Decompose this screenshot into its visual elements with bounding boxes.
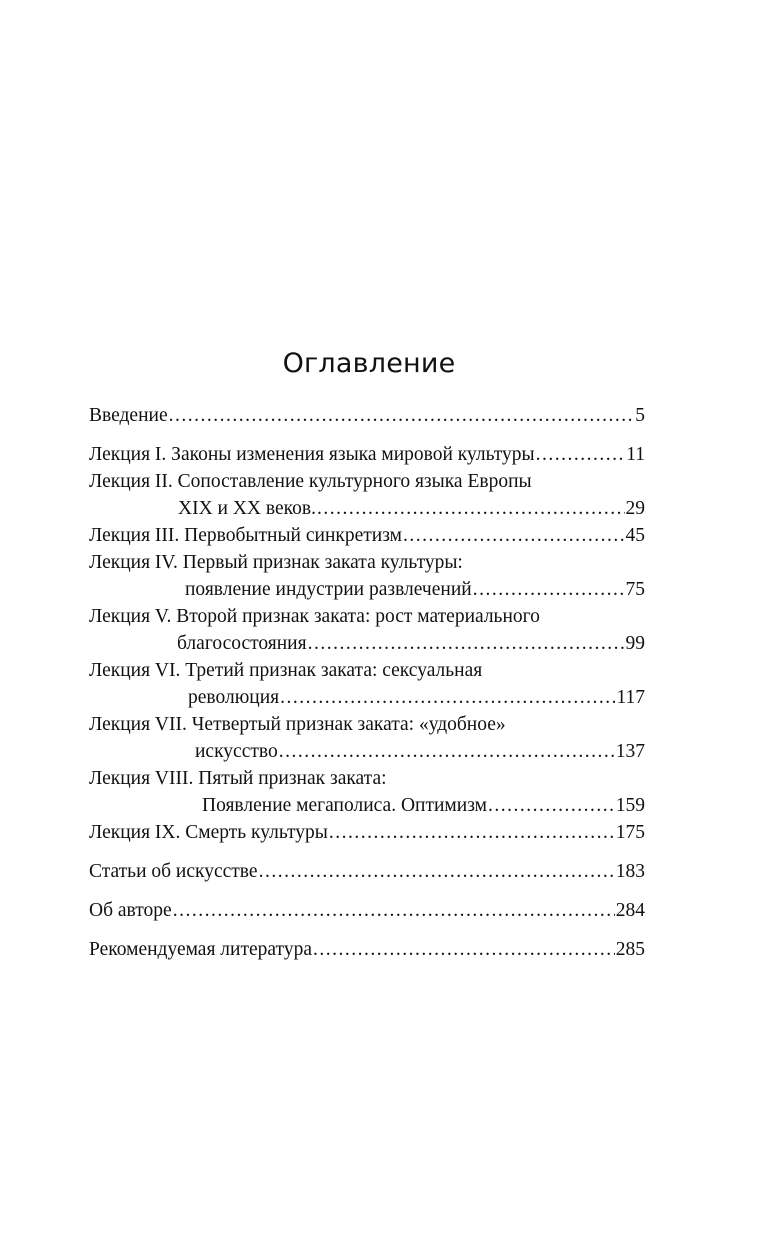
dot-leader — [169, 402, 635, 429]
toc-entry-label: Лекция IX. Смерть культуры — [89, 822, 328, 843]
toc-entry-lecture-8-cont[interactable] — [89, 792, 645, 819]
toc-entry-lecture-3[interactable] — [89, 522, 645, 549]
dot-leader — [259, 858, 615, 885]
toc-page-number: 285 — [615, 939, 645, 960]
toc-entry-label-cont: Появление мегаполиса. Оптимизм — [202, 795, 487, 816]
dot-leader — [173, 897, 615, 924]
toc-page-number: 5 — [635, 405, 645, 426]
toc-entry-lecture-4-cont[interactable] — [89, 576, 645, 603]
toc-entry-label-cont: революция — [188, 687, 280, 708]
toc-entry-label: Об авторе — [89, 900, 172, 921]
toc-entry-label-cont: появление индустрии развлечений — [185, 579, 472, 600]
toc-page-number: 175 — [615, 822, 645, 843]
table-of-contents — [89, 402, 645, 963]
toc-entry-lecture-6-cont[interactable] — [89, 684, 645, 711]
toc-entry-label: Лекция VI. Третий признак заката: сексуальная — [89, 660, 483, 681]
toc-entry-lecture-7-cont[interactable] — [89, 738, 645, 765]
toc-entry-recommended-reading[interactable] — [89, 936, 645, 963]
toc-entry-label: Рекомендуемая литература — [89, 939, 312, 960]
toc-entry-label: Лекция I. Законы изменения языка мировой культуры — [89, 444, 535, 465]
toc-page-number: 11 — [626, 444, 645, 465]
toc-entry-lecture-4[interactable] — [89, 549, 645, 576]
toc-page-number: 99 — [625, 633, 645, 654]
toc-page-number: 117 — [616, 687, 645, 708]
toc-page-number: 75 — [625, 579, 645, 600]
toc-entry-lecture-7[interactable] — [89, 711, 645, 738]
toc-entry-articles[interactable] — [89, 858, 645, 885]
dot-leader — [403, 522, 625, 549]
toc-page-number: 137 — [615, 741, 645, 762]
dot-leader — [308, 630, 625, 657]
dot-leader — [279, 738, 615, 765]
dot-leader — [280, 684, 615, 711]
dot-leader — [488, 792, 615, 819]
toc-entry-label: Введение — [89, 405, 168, 426]
toc-page-number: 183 — [615, 861, 645, 882]
toc-entry-label-cont: XIX и XX веков. — [178, 498, 316, 519]
toc-entry-lecture-8[interactable] — [89, 765, 645, 792]
toc-entry-lecture-6[interactable] — [89, 657, 645, 684]
dot-leader — [536, 441, 626, 468]
toc-entry-label: Лекция VIII. Пятый признак заката: — [89, 768, 387, 789]
toc-entry-label-cont: благосостояния — [177, 633, 307, 654]
toc-entry-introduction[interactable] — [89, 402, 645, 429]
toc-page-number: 159 — [615, 795, 645, 816]
dot-leader — [473, 576, 625, 603]
toc-entry-lecture-2-cont[interactable] — [89, 495, 645, 522]
dot-leader — [329, 819, 615, 846]
toc-entry-label-cont: искусство — [195, 741, 278, 762]
toc-page-number: 29 — [625, 498, 645, 519]
dot-leader — [313, 936, 615, 963]
toc-entry-lecture-5-cont[interactable] — [89, 630, 645, 657]
dot-leader — [317, 495, 625, 522]
toc-entry-lecture-1[interactable] — [89, 441, 645, 468]
toc-entry-label: Лекция VII. Четвертый признак заката: «удобное» — [89, 714, 506, 735]
toc-entry-label: Лекция II. Сопоставление культурного языка Европы — [89, 471, 532, 492]
toc-entry-lecture-9[interactable] — [89, 819, 645, 846]
toc-entry-about-author[interactable] — [89, 897, 645, 924]
toc-entry-lecture-5[interactable] — [89, 603, 645, 630]
toc-entry-label: Лекция III. Первобытный синкретизм — [89, 525, 402, 546]
toc-entry-label: Лекция IV. Первый признак заката культуры: — [89, 552, 463, 573]
page-title: Оглавление — [282, 348, 456, 379]
toc-entry-label: Статьи об искусстве — [89, 861, 258, 882]
toc-entry-label: Лекция V. Второй признак заката: рост материального — [89, 606, 540, 627]
toc-page-number: 45 — [625, 525, 645, 546]
toc-entry-lecture-2[interactable] — [89, 468, 645, 495]
toc-page-number: 284 — [615, 900, 645, 921]
